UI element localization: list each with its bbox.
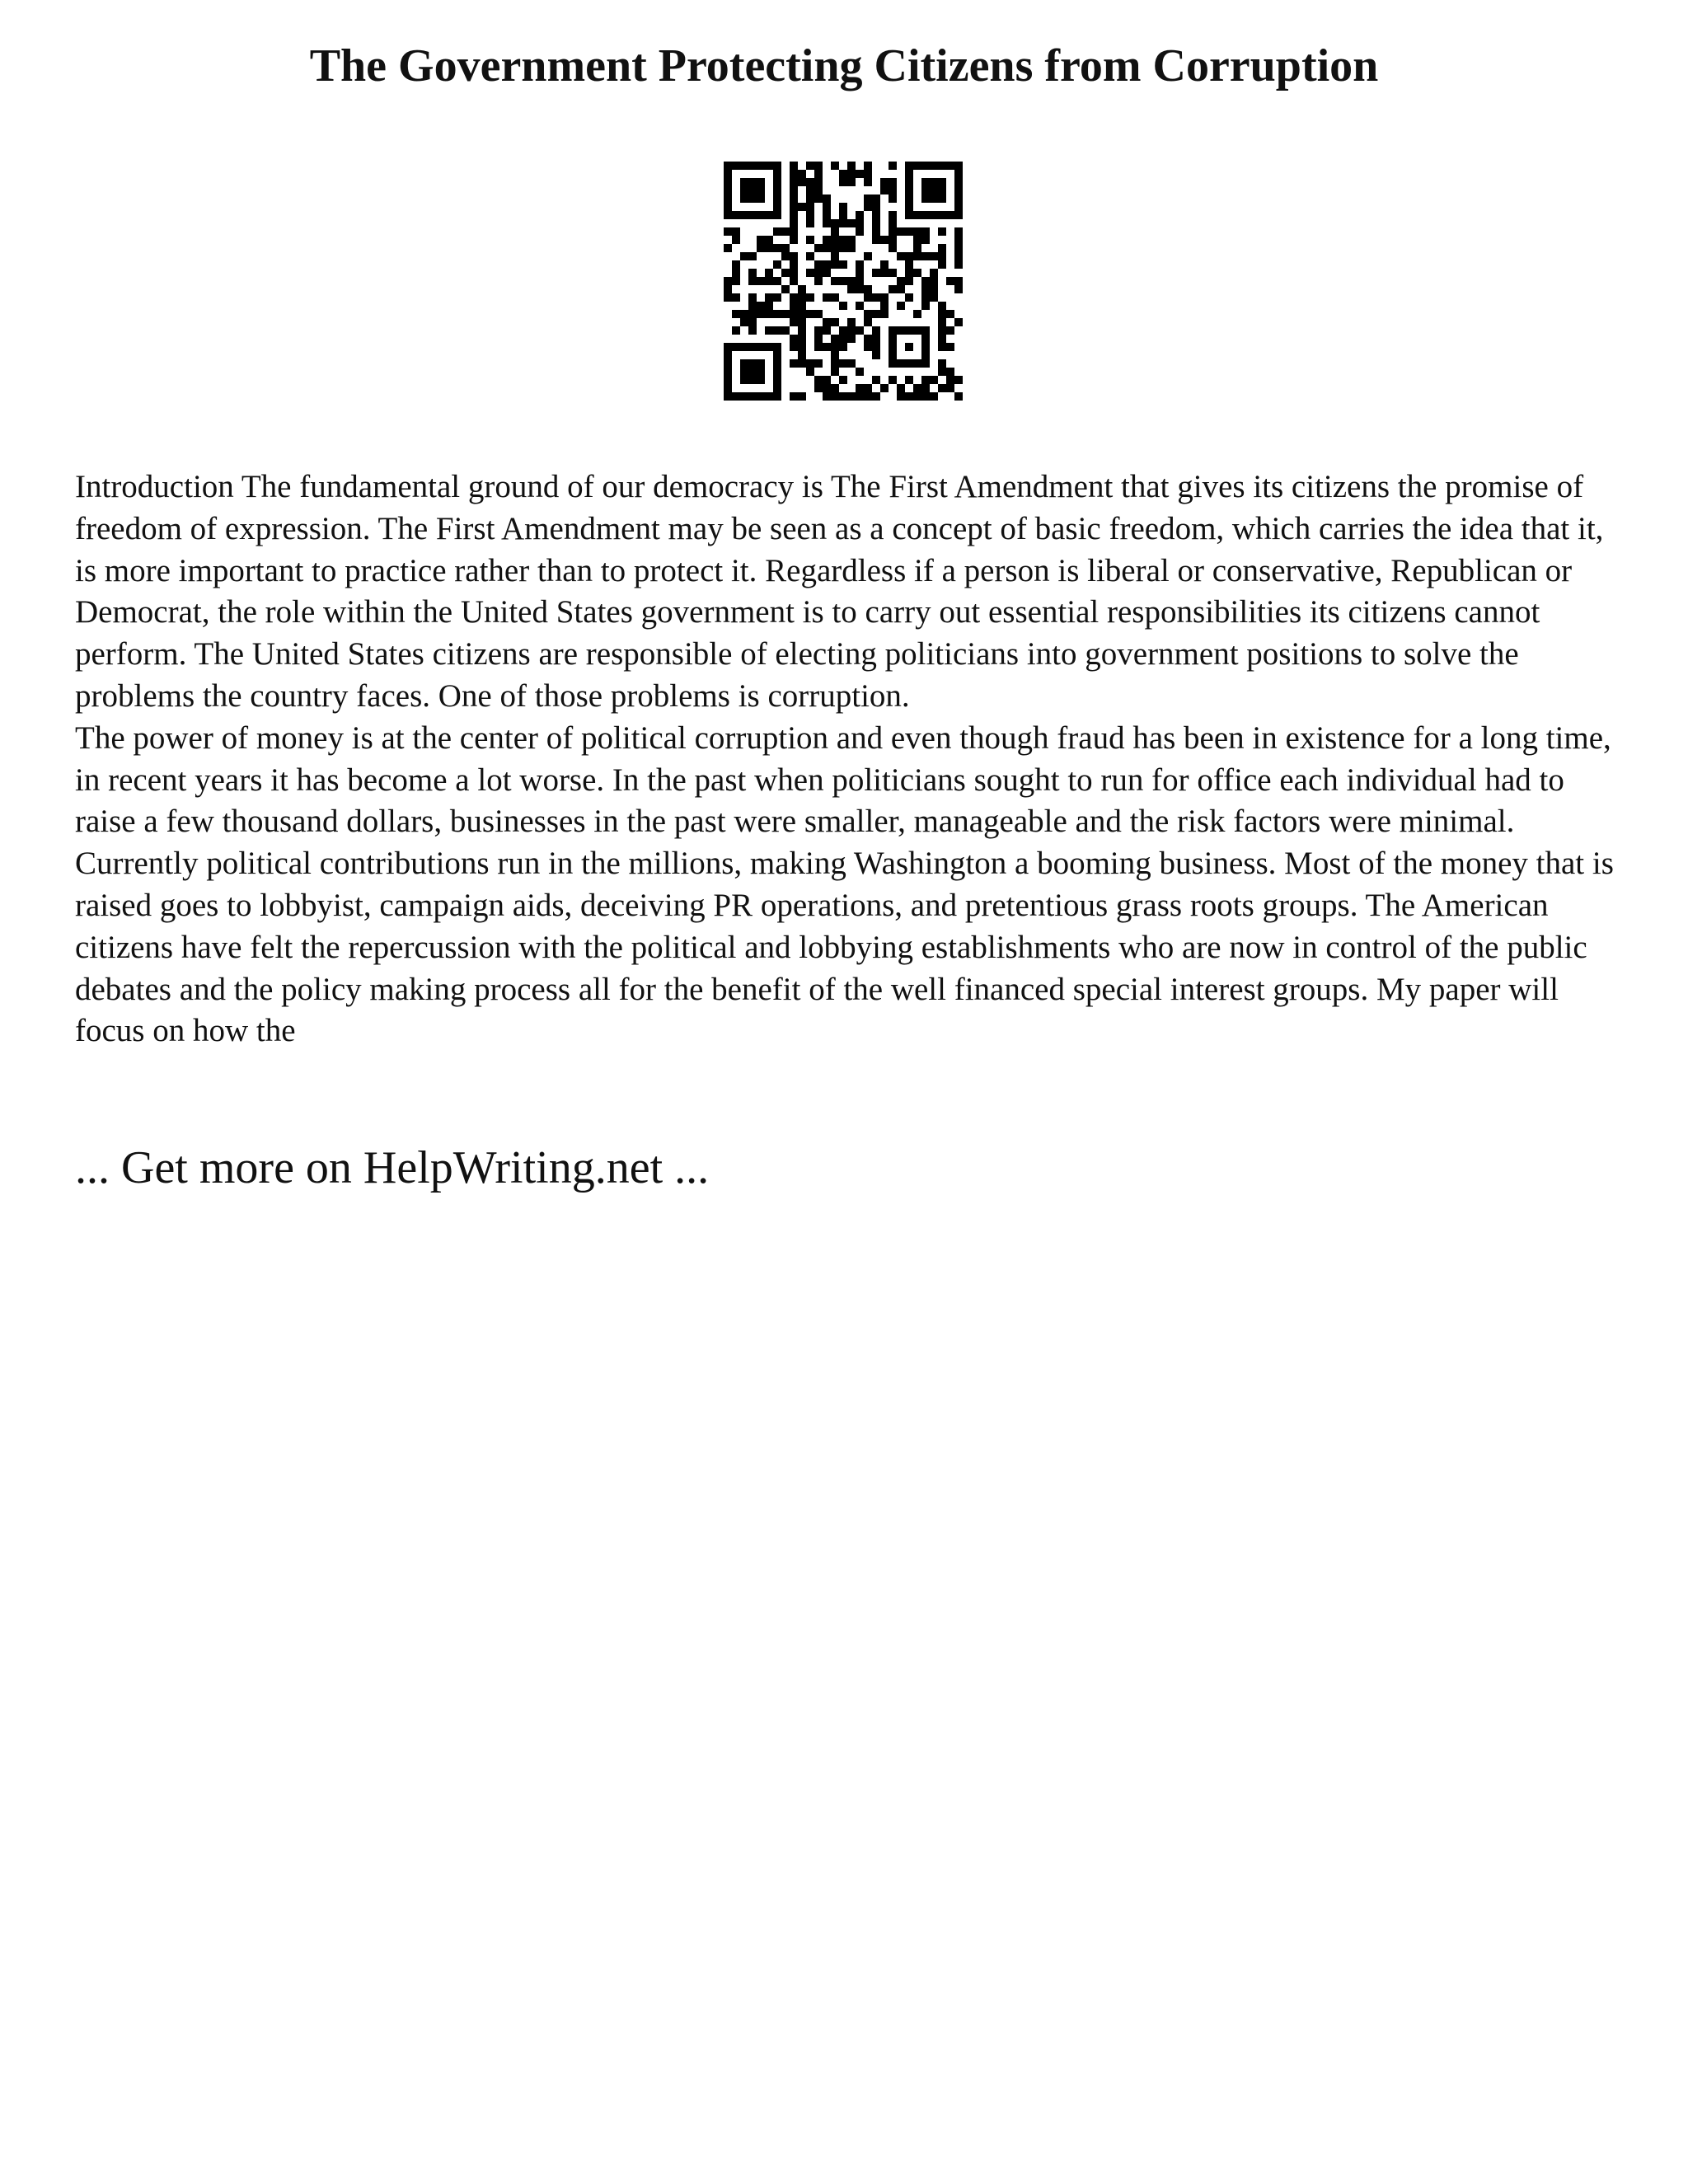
paragraph-introduction: Introduction The fundamental ground of our democracy is The First Amendment that gives its citizens the promise of freedom of expression. The First Amendment may be seen as a concept of basic freedom, which carries the idea that it, is more important to practice rather than to protect it. Regardless if a person is liberal or conservative, Republican or Democrat, the role within the United States government is to carry out essential responsibilities its citizens cannot perform. The United States citizens are responsible of electing politicians into government positions to solve the problems the country faces. One of those problems is corruption. — [75, 469, 1604, 714]
qr-code-icon — [724, 162, 963, 401]
paragraph-money-corruption: The power of money is at the center of political corruption and even though fraud has been in existence for a long time, in recent years it has become a lot worse. In the past when politicians sought to run for office each individual had to raise a few thousand dollars, businesses in the past were smaller, manageable and the risk factors were minimal. Currently political contributions run in the millions, making Washington a booming business. Most of the money that is raised goes to lobbyist, campaign aids, deceiving PR operations, and pretentious grass roots groups. The American citizens have felt the repercussion with the political and lobbying establishments who are now in control of the public debates and the policy making process all for the benefit of the well financed special interest groups. My paper will focus on how the — [75, 719, 1614, 1049]
get-more-link[interactable]: ... Get more on HelpWriting.net ... — [75, 1142, 710, 1193]
document-title: The Government Protecting Citizens from Corruption — [309, 40, 1379, 91]
document-body — [75, 466, 1625, 1052]
